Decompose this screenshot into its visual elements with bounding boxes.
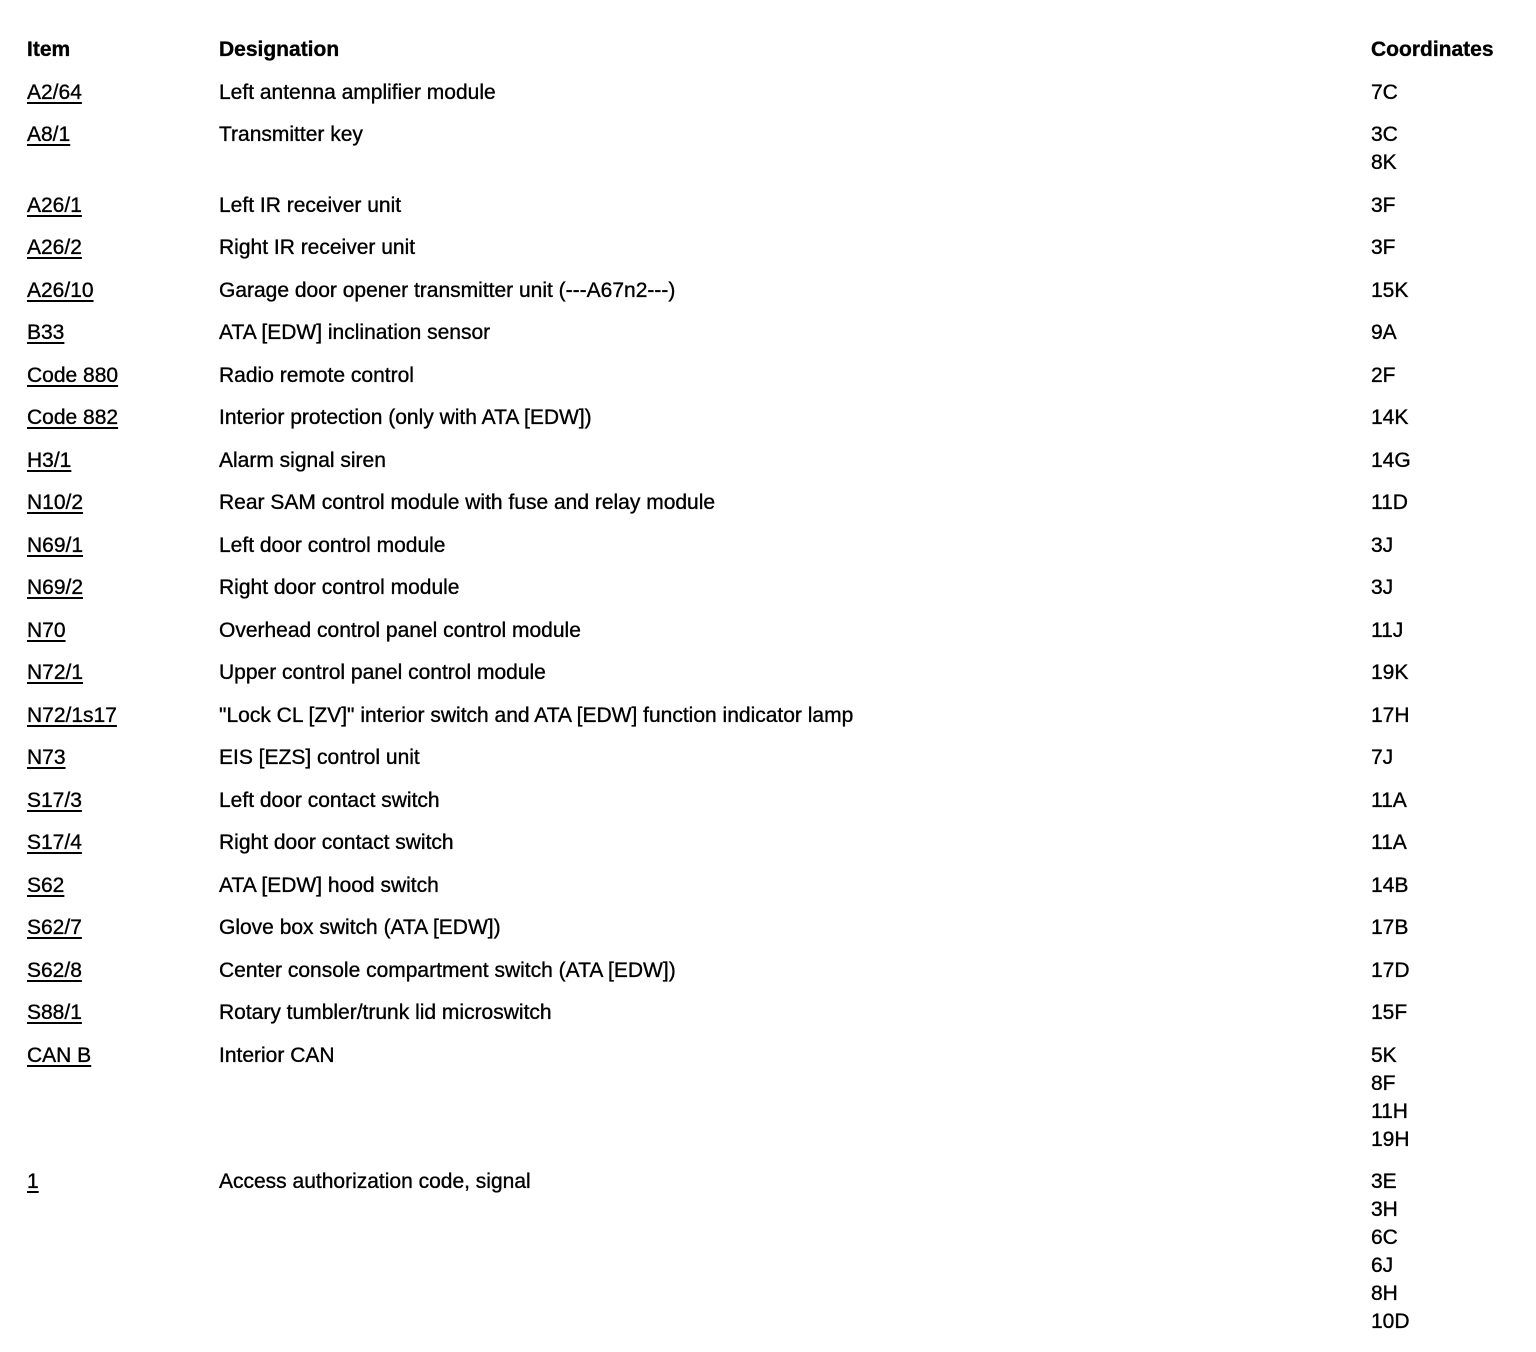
coordinates-cell [1371,872,1408,900]
coordinates-cell [1371,447,1411,475]
designation-cell: Right door control module [219,576,460,599]
coordinate: 6C [1371,1226,1398,1249]
designation-cell: Right door contact switch [219,831,454,854]
table-row [27,121,1536,192]
designation-cell: Upper control panel control module [219,661,546,684]
table-row [27,999,1536,1042]
coordinate: 3H [1371,1198,1398,1221]
coordinates-cell [1371,79,1398,107]
table-body [27,79,1536,1351]
coordinates-cell [1371,404,1408,432]
item-cell [27,319,219,347]
coordinate: 7C [1371,80,1398,104]
coordinate: 3F [1371,236,1396,259]
designation-cell: ATA [EDW] inclination sensor [219,321,491,344]
item-cell [27,489,219,517]
item-cell [27,574,219,602]
coordinates-cell [1371,574,1393,602]
coordinate: 19H [1371,1127,1410,1151]
item-link[interactable]: N72/1 [27,661,84,684]
designation-cell: Garage door opener transmitter unit (---A67n2---) [219,278,676,302]
item-cell [27,404,219,432]
designation-cell: Left door contact switch [219,788,440,812]
coordinate: 17B [1371,916,1409,939]
item-cell [27,79,219,107]
table-row [27,192,1536,235]
coordinate: 14B [1371,873,1409,897]
designation-cell: Rear SAM control module with fuse and relay module [219,491,716,514]
designation-cell: EIS [EZS] control unit [219,746,420,769]
header-designation: Designation [219,38,340,61]
item-cell [27,829,219,857]
table-row [27,319,1536,362]
coordinate: 9A [1371,321,1397,344]
designation-cell: Glove box switch (ATA [EDW]) [219,916,501,939]
coordinates-cell [1371,659,1408,687]
item-link[interactable]: H3/1 [27,448,72,472]
item-link[interactable]: A26/1 [27,193,82,217]
designation-cell: Alarm signal siren [219,448,386,472]
coordinates-cell [1371,617,1403,645]
item-link[interactable]: A26/10 [27,278,94,302]
coordinate: 2F [1371,363,1396,387]
table-row [27,1168,1536,1351]
item-link[interactable]: Code 882 [27,406,119,429]
coordinate: 11J [1371,618,1404,642]
table-row [27,277,1536,320]
table-row [27,532,1536,575]
item-link[interactable]: A26/2 [27,236,82,259]
table-row [27,702,1536,745]
table-row [27,787,1536,830]
item-link[interactable]: N10/2 [27,491,84,514]
designation-cell: Left antenna amplifier module [219,80,496,104]
item-cell [27,744,219,772]
header-item: Item [27,38,71,61]
item-link[interactable]: S62/8 [27,958,82,982]
coordinate: 8H [1371,1282,1398,1305]
table-row [27,489,1536,532]
table-row [27,79,1536,122]
component-legend-table [27,36,1536,1351]
coordinates-cell [1371,277,1408,305]
table-row [27,744,1536,787]
item-link[interactable]: Code 880 [27,363,119,387]
table-row [27,829,1536,872]
item-cell [27,234,219,262]
coordinates-cell [1371,999,1407,1027]
item-link[interactable]: N69/2 [27,576,84,599]
item-cell [27,914,219,942]
item-link[interactable]: N70 [27,618,66,642]
coordinates-cell [1371,319,1397,347]
designation-cell: Interior protection (only with ATA [EDW]) [219,406,592,429]
designation-cell: Center console compartment switch (ATA [EDW]) [219,958,676,982]
item-link[interactable]: N72/1s17 [27,703,117,727]
table-row [27,617,1536,660]
coordinate: 11D [1371,491,1408,514]
coordinate: 11A [1371,831,1407,854]
item-cell [27,532,219,560]
table-row [27,957,1536,1000]
coordinates-cell [1371,1042,1410,1154]
item-cell [27,121,219,177]
designation-cell: Interior CAN [219,1043,335,1067]
coordinate: 15F [1371,1001,1408,1024]
designation-cell: Left IR receiver unit [219,193,402,217]
designation-cell: Overhead control panel control module [219,618,581,642]
coordinates-cell [1371,914,1408,942]
coordinate: 3F [1371,193,1396,217]
coordinates-cell [1371,362,1396,390]
item-link[interactable]: 1 [27,1170,39,1193]
item-link[interactable]: S17/4 [27,831,82,854]
item-link[interactable]: B33 [27,321,65,344]
coordinate: 17H [1371,703,1410,727]
designation-cell: ATA [EDW] hood switch [219,873,439,897]
table-row [27,404,1536,447]
designation-cell: "Lock CL [ZV]" interior switch and ATA [EDW] function indicator lamp [219,703,854,727]
coordinates-cell [1371,1168,1410,1336]
table-row [27,362,1536,405]
coordinate: 10D [1371,1310,1410,1333]
coordinates-cell [1371,744,1393,772]
coordinates-cell [1371,121,1398,177]
designation-cell: Transmitter key [219,123,363,146]
item-cell [27,362,219,390]
coordinate: 6J [1371,1254,1394,1277]
coordinate: 3J [1371,576,1394,599]
designation-cell: Access authorization code, signal [219,1170,531,1193]
coordinate: 14K [1371,406,1409,429]
coordinates-cell [1371,829,1407,857]
coordinate: 3E [1371,1170,1397,1193]
coordinates-cell [1371,234,1396,262]
table-row [27,659,1536,702]
coordinate: 5K [1371,1043,1397,1067]
coordinate: 3C [1371,123,1398,146]
header-coordinates: Coordinates [1371,38,1494,61]
coordinate: 11H [1371,1099,1408,1123]
coordinate: 14G [1371,448,1411,472]
item-link[interactable]: A2/64 [27,80,82,104]
item-cell [27,999,219,1027]
item-cell [27,702,219,730]
coordinates-cell [1371,192,1396,220]
item-cell [27,872,219,900]
table-row [27,1042,1536,1169]
coordinate: 15K [1371,278,1409,302]
table-row [27,872,1536,915]
coordinate: 8K [1371,151,1397,174]
item-link[interactable]: CAN B [27,1043,92,1067]
item-cell [27,447,219,475]
designation-cell: Radio remote control [219,363,414,387]
item-cell [27,1168,219,1336]
coordinates-cell [1371,489,1408,517]
coordinates-cell [1371,787,1407,815]
item-link[interactable]: A8/1 [27,123,71,146]
item-cell [27,1042,219,1154]
item-cell [27,659,219,687]
item-link[interactable]: N69/1 [27,533,84,557]
coordinates-cell [1371,957,1410,985]
designation-cell: Right IR receiver unit [219,236,416,259]
item-cell [27,957,219,985]
item-link[interactable]: S62/7 [27,916,82,939]
coordinate: 17D [1371,958,1410,982]
item-link[interactable]: N73 [27,746,66,769]
coordinate: 3J [1371,533,1394,557]
coordinate: 8F [1371,1071,1396,1095]
table-header [27,36,1536,79]
item-cell [27,787,219,815]
designation-cell: Left door control module [219,533,446,557]
coordinate: 19K [1371,661,1409,684]
coordinates-cell [1371,702,1410,730]
table-row [27,574,1536,617]
item-cell [27,192,219,220]
item-link[interactable]: S17/3 [27,788,82,812]
item-cell [27,617,219,645]
coordinate: 11A [1371,788,1407,812]
item-cell [27,277,219,305]
table-row [27,447,1536,490]
table-row [27,914,1536,957]
designation-cell: Rotary tumbler/trunk lid microswitch [219,1001,552,1024]
table-row [27,234,1536,277]
item-link[interactable]: S88/1 [27,1001,82,1024]
item-link[interactable]: S62 [27,873,65,897]
coordinates-cell [1371,532,1393,560]
coordinate: 7J [1371,746,1394,769]
